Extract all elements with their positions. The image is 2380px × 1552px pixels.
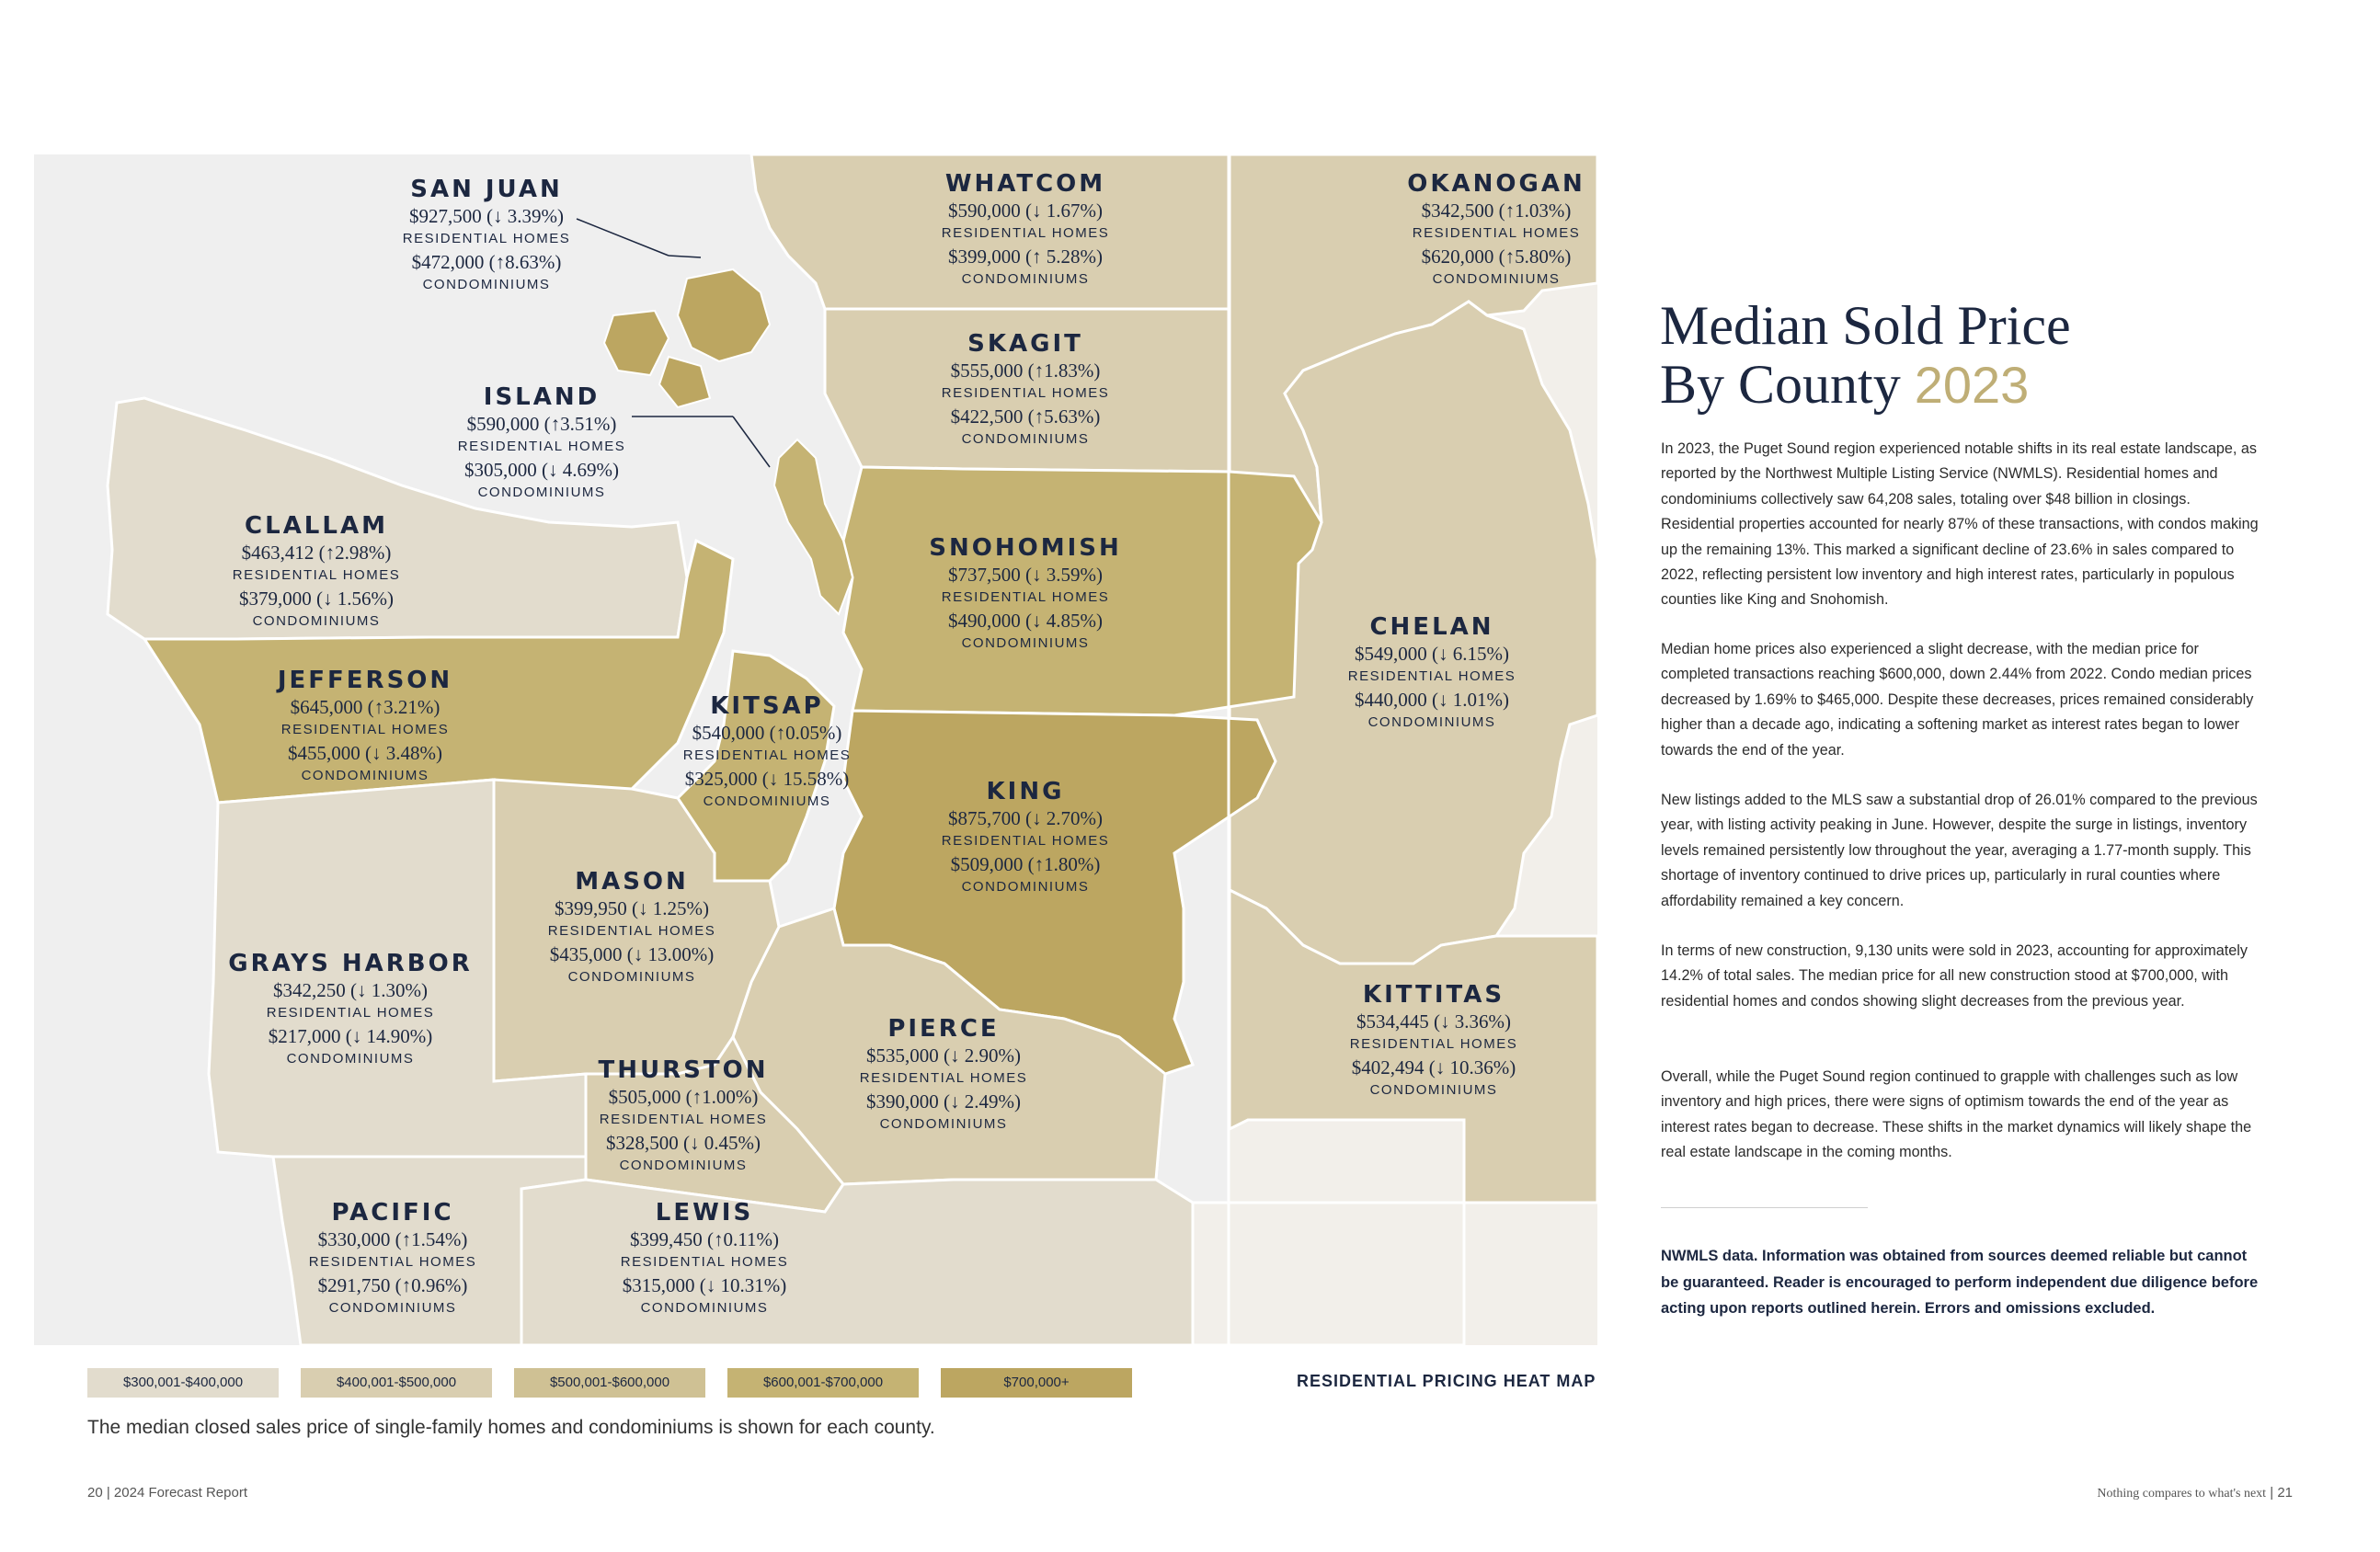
- county-name: LEWIS: [655, 1199, 754, 1227]
- condo-price: $490,000 (↓ 4.85%): [948, 610, 1103, 632]
- res-label: RESIDENTIAL HOMES: [1347, 668, 1516, 684]
- county-name: SKAGIT: [967, 330, 1083, 358]
- county-name: JEFFERSON: [277, 667, 453, 694]
- condo-price: $440,000 (↓ 1.01%): [1355, 689, 1509, 711]
- res-label: RESIDENTIAL HOMES: [1412, 225, 1581, 241]
- res-label: RESIDENTIAL HOMES: [941, 833, 1110, 849]
- footer-tagline: Nothing compares to what's next: [2097, 1487, 2267, 1501]
- label-skagit: [942, 329, 1109, 451]
- condo-label: CONDOMINIUMS: [422, 277, 551, 292]
- condo-price: $399,000 (↑ 5.28%): [948, 245, 1103, 268]
- condo-price: $455,000 (↓ 3.48%): [288, 742, 442, 764]
- county-name: PIERCE: [887, 1015, 1000, 1043]
- label-kitsap: [683, 691, 851, 813]
- san-juan-pointer: [577, 219, 669, 256]
- san-juan-pointer-tip: [669, 256, 701, 257]
- label-grays-harbor: [228, 949, 472, 1070]
- condo-label: CONDOMINIUMS: [961, 431, 1090, 447]
- label-snohomish: [929, 533, 1121, 655]
- res-price: $342,500 (↑1.03%): [1421, 200, 1572, 222]
- res-price: $399,950 (↓ 1.25%): [555, 897, 709, 919]
- res-label: RESIDENTIAL HOMES: [941, 385, 1110, 401]
- condo-label: CONDOMINIUMS: [961, 271, 1090, 287]
- res-price: $875,700 (↓ 2.70%): [948, 807, 1103, 829]
- res-price: $463,412 (↑2.98%): [241, 542, 392, 564]
- label-clallam: [233, 511, 400, 633]
- condo-price: $390,000 (↓ 2.49%): [866, 1090, 1021, 1113]
- county-name: PACIFIC: [331, 1199, 454, 1227]
- section-divider: [1661, 1207, 1868, 1208]
- county-name: OKANOGAN: [1407, 170, 1585, 198]
- res-label: RESIDENTIAL HOMES: [682, 747, 852, 763]
- res-price: $342,250 (↓ 1.30%): [273, 979, 428, 1001]
- county-name: THURSTON: [598, 1056, 769, 1084]
- condo-label: CONDOMINIUMS: [286, 1051, 415, 1067]
- paragraph-2: Median home prices also experienced a slight decrease, with the median price for completed transactions reaching $600,000, down 2.44% from 2022. Condo median prices decreased by 1.69% to $465,000. Despite these decreases, prices remained considerably higher than a decade ago, indicating a softening market as interest rates began to lower towards the end of the year.: [1661, 641, 2254, 759]
- footer-page-number: | 21: [2270, 1485, 2293, 1501]
- condo-price: $217,000 (↓ 14.90%): [268, 1025, 433, 1047]
- res-price: $540,000 (↑0.05%): [692, 722, 842, 744]
- res-label: RESIDENTIAL HOMES: [859, 1070, 1028, 1086]
- county-name: KITTITAS: [1362, 981, 1505, 1009]
- res-label: RESIDENTIAL HOMES: [232, 567, 401, 583]
- county-yakima: [1193, 1203, 1464, 1345]
- condo-label: CONDOMINIUMS: [640, 1300, 769, 1316]
- label-san-juan: [403, 175, 570, 296]
- res-label: RESIDENTIAL HOMES: [308, 1254, 477, 1270]
- disclaimer: NWMLS data. Information was obtained from sources deemed reliable but cannot be guaranteed. Reader is encouraged to perform independent due diligence before acting upon reports outlined herein. Errors and omissions excluded.: [1661, 1248, 2259, 1317]
- condo-price: $328,500 (↓ 0.45%): [606, 1132, 761, 1154]
- label-chelan: [1348, 612, 1516, 734]
- res-label: RESIDENTIAL HOMES: [457, 439, 626, 454]
- label-king: [942, 777, 1109, 898]
- label-kittitas: [1350, 980, 1517, 1101]
- res-price: $549,000 (↓ 6.15%): [1355, 643, 1509, 665]
- paragraph-1: In 2023, the Puget Sound region experienced notable shifts in its real estate landscape, as reported by the Northwest Multiple Listing Service (NWMLS). Residential homes and condominiums collectively saw 64,208 sales, totaling over $48 billion in closings. Residential properties accounted for nearly 87% of these transactions, with condos making up the remaining 13%. This marked a significant decline of 23.6% in sales compared to 2022, reflecting persistent low inventory and high interest rates, particularly in populous counties like King and Snohomish.: [1661, 440, 2259, 609]
- condo-price: $315,000 (↓ 10.31%): [622, 1274, 787, 1296]
- legend-500-600: $500,001-$600,000: [514, 1368, 705, 1398]
- condo-price: $379,000 (↓ 1.56%): [239, 588, 394, 610]
- county-name: SNOHOMISH: [929, 534, 1122, 562]
- condo-price: $620,000 (↑5.80%): [1421, 245, 1572, 268]
- page-title: [1660, 296, 2071, 415]
- res-price: $590,000 (↑3.51%): [466, 413, 617, 435]
- county-name: CHELAN: [1369, 613, 1494, 641]
- res-price: $645,000 (↑3.21%): [290, 696, 441, 718]
- res-price: $330,000 (↑1.54%): [317, 1228, 468, 1250]
- county-name: CLALLAM: [245, 512, 388, 540]
- legend-600-700: $600,001-$700,000: [727, 1368, 919, 1398]
- res-label: RESIDENTIAL HOMES: [402, 231, 571, 246]
- condo-label: CONDOMINIUMS: [252, 613, 381, 629]
- footer-right: [2097, 1485, 2293, 1501]
- label-lewis: [621, 1198, 788, 1319]
- county-name: MASON: [575, 868, 689, 896]
- condo-label: CONDOMINIUMS: [328, 1300, 457, 1316]
- condo-label: CONDOMINIUMS: [477, 485, 606, 500]
- condo-price: $422,500 (↑5.63%): [950, 405, 1101, 428]
- label-jefferson: [278, 666, 452, 787]
- res-price: $555,000 (↑1.83%): [950, 359, 1101, 382]
- res-label: RESIDENTIAL HOMES: [599, 1112, 768, 1127]
- paragraph-3: New listings added to the MLS saw a substantial drop of 26.01% compared to the previous year, with listing activity peaking in June. However, despite the surge in listings, inventory levels remained persistently low throughout the year, averaging a 1.77-month supply. This shortage of inventory continued to drive prices up, particularly in rural counties where affordability remained a key concern.: [1661, 792, 2258, 909]
- condo-price: $402,494 (↓ 10.36%): [1351, 1056, 1516, 1078]
- res-price: $505,000 (↑1.00%): [608, 1086, 759, 1108]
- condo-label: CONDOMINIUMS: [961, 635, 1090, 651]
- title-by-county: By County: [1660, 354, 1901, 415]
- county-name: KITSAP: [710, 692, 824, 720]
- county-heat-map: [34, 154, 1597, 1345]
- county-san-juan-island-2: [604, 311, 669, 375]
- label-pacific: [309, 1198, 476, 1319]
- title-line-1: Median Sold Price: [1660, 295, 2071, 356]
- county-name: ISLAND: [483, 383, 601, 411]
- heat-map-title: RESIDENTIAL PRICING HEAT MAP: [1297, 1372, 1596, 1390]
- legend-300-400: $300,001-$400,000: [87, 1368, 279, 1398]
- res-label: RESIDENTIAL HOMES: [620, 1254, 789, 1270]
- map-caption: The median closed sales price of single-family homes and condominiums is shown for each county.: [87, 1417, 935, 1438]
- paragraph-5: Overall, while the Puget Sound region continued to grapple with challenges such as low inventory and high prices, there were signs of optimism towards the end of the year as interest rates began to decrease. These shifts in the market dynamics will likely shape the real estate landscape in the coming months.: [1661, 1068, 2252, 1161]
- res-label: RESIDENTIAL HOMES: [266, 1005, 435, 1021]
- res-price: $927,500 (↓ 3.39%): [409, 205, 564, 227]
- condo-label: CONDOMINIUMS: [619, 1158, 748, 1173]
- condo-price: $509,000 (↑1.80%): [950, 853, 1101, 875]
- res-price: $534,445 (↓ 3.36%): [1356, 1010, 1511, 1033]
- condo-label: CONDOMINIUMS: [703, 793, 831, 809]
- res-label: RESIDENTIAL HOMES: [547, 923, 716, 939]
- footer-left: 20 | 2024 Forecast Report: [87, 1485, 247, 1501]
- county-name: GRAYS HARBOR: [228, 950, 473, 977]
- label-pierce: [860, 1014, 1027, 1135]
- res-price: $399,450 (↑0.11%): [630, 1228, 779, 1250]
- condo-price: $305,000 (↓ 4.69%): [464, 459, 619, 481]
- county-san-juan-island-3: [659, 357, 710, 407]
- title-line-2: [1660, 355, 2071, 415]
- res-price: $737,500 (↓ 3.59%): [948, 564, 1103, 586]
- condo-label: CONDOMINIUMS: [961, 879, 1090, 895]
- res-price: $535,000 (↓ 2.90%): [866, 1044, 1021, 1067]
- title-year: 2023: [1914, 356, 2030, 414]
- label-thurston: [599, 1056, 769, 1177]
- condo-price: $435,000 (↓ 13.00%): [549, 943, 715, 965]
- county-island: [774, 439, 852, 614]
- res-label: RESIDENTIAL HOMES: [280, 722, 450, 737]
- legend-400-500: $400,001-$500,000: [301, 1368, 492, 1398]
- condo-label: CONDOMINIUMS: [879, 1116, 1008, 1132]
- condo-price: $325,000 (↓ 15.58%): [684, 768, 850, 790]
- county-name: SAN JUAN: [410, 176, 563, 203]
- label-mason: [548, 867, 715, 988]
- condo-label: CONDOMINIUMS: [567, 969, 696, 985]
- paragraph-4: In terms of new construction, 9,130 units were sold in 2023, accounting for approximately 14.2% of total sales. The median price for all new construction stood at $700,000, with residential homes and condos showing slight decreases from the previous year.: [1661, 942, 2248, 1010]
- county-san-juan: [678, 269, 770, 361]
- condo-price: $472,000 (↑8.63%): [411, 251, 562, 273]
- condo-price: $291,750 (↑0.96%): [317, 1274, 468, 1296]
- res-price: $590,000 (↓ 1.67%): [948, 200, 1103, 222]
- label-okanogan: [1407, 169, 1585, 291]
- res-label: RESIDENTIAL HOMES: [941, 225, 1110, 241]
- condo-label: CONDOMINIUMS: [1432, 271, 1561, 287]
- county-name: KING: [986, 778, 1065, 805]
- label-island: [458, 382, 625, 504]
- condo-label: CONDOMINIUMS: [1369, 1082, 1498, 1098]
- condo-label: CONDOMINIUMS: [1367, 714, 1496, 730]
- condo-label: CONDOMINIUMS: [301, 768, 429, 783]
- island-pointer-tip: [733, 417, 770, 467]
- county-name: WHATCOM: [944, 170, 1106, 198]
- res-label: RESIDENTIAL HOMES: [1349, 1036, 1518, 1052]
- res-label: RESIDENTIAL HOMES: [941, 589, 1110, 605]
- label-whatcom: [942, 169, 1109, 291]
- legend-700-plus: $700,000+: [941, 1368, 1132, 1398]
